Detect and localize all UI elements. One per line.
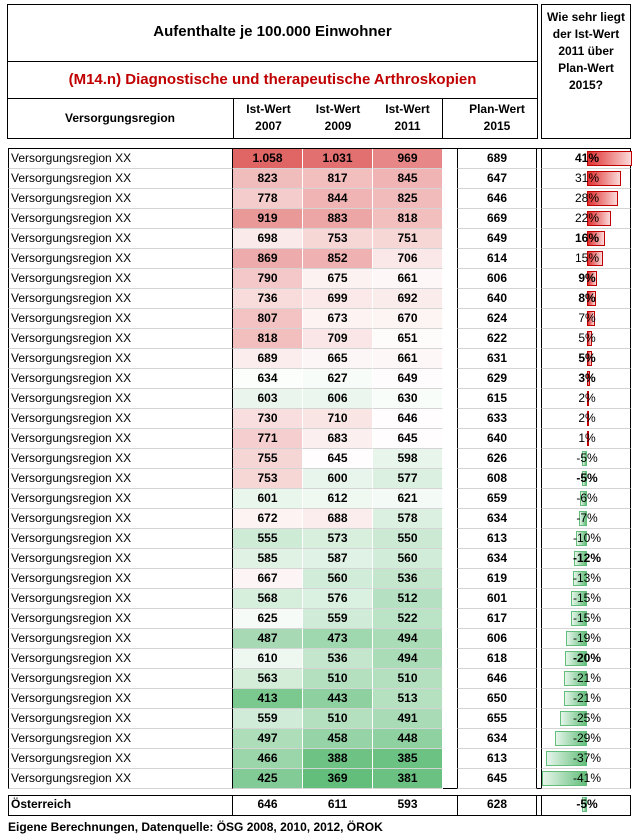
value-cell-v2007: 603 xyxy=(233,389,303,409)
value-cell-v2009: 560 xyxy=(303,569,373,589)
value-cell-v2011: 646 xyxy=(373,409,443,429)
plan-cell: 633 xyxy=(457,409,537,429)
col-header-region: Versorgungsregion xyxy=(64,111,176,125)
plan-cell: 634 xyxy=(457,729,537,749)
value-cell-v2009: 611 xyxy=(303,795,373,815)
value-cell-v2009: 709 xyxy=(303,329,373,349)
table-row xyxy=(0,629,640,649)
table-row xyxy=(0,249,640,269)
side-question: Wie sehr liegt der Ist-Wert 2011 über Plan-Wert 2015? xyxy=(541,4,631,139)
value-cell-v2007: 919 xyxy=(233,209,303,229)
plan-cell: 606 xyxy=(457,269,537,289)
plan-cell: 613 xyxy=(457,749,537,769)
pct-text: -29% xyxy=(572,731,601,745)
table-row xyxy=(0,209,640,229)
plan-cell: 640 xyxy=(457,429,537,449)
plan-cell: 647 xyxy=(457,169,537,189)
value-cell-v2011: 560 xyxy=(373,549,443,569)
pct-text: 2% xyxy=(578,411,596,425)
table-row xyxy=(0,689,640,709)
pct-text: 5% xyxy=(578,331,596,345)
plan-cell: 628 xyxy=(457,795,537,815)
col-header-ist2011-b: 2011 xyxy=(394,119,421,133)
pct-text: -19% xyxy=(572,631,601,645)
pct-text: 7% xyxy=(578,311,596,325)
table-row xyxy=(0,349,640,369)
region-cell: Versorgungsregion XX xyxy=(8,429,233,449)
col-header-plan xyxy=(457,99,537,139)
plan-cell: 659 xyxy=(457,489,537,509)
pct-cell xyxy=(541,329,631,349)
pct-cell xyxy=(541,409,631,429)
table-row xyxy=(0,609,640,629)
table-row xyxy=(0,369,640,389)
region-cell: Versorgungsregion XX xyxy=(8,249,233,269)
value-cell-v2007: 466 xyxy=(233,749,303,769)
region-cell: Versorgungsregion XX xyxy=(8,749,233,769)
region-cell: Versorgungsregion XX xyxy=(8,389,233,409)
value-cell-v2007: 559 xyxy=(233,709,303,729)
pct-text: -7% xyxy=(576,511,598,525)
region-cell: Versorgungsregion XX xyxy=(8,689,233,709)
region-cell: Österreich xyxy=(8,795,233,815)
value-cell-v2011: 522 xyxy=(373,609,443,629)
value-cell-v2009: 388 xyxy=(303,749,373,769)
value-cell-v2009: 683 xyxy=(303,429,373,449)
value-cell-v2011: 751 xyxy=(373,229,443,249)
value-cell-v2011: 818 xyxy=(373,209,443,229)
plan-cell: 655 xyxy=(457,709,537,729)
source-note: Eigene Berechnungen, Datenquelle: ÖSG 2008, 2010, 2012, ÖROK xyxy=(8,820,383,834)
value-cell-v2009: 559 xyxy=(303,609,373,629)
region-cell: Versorgungsregion XX xyxy=(8,489,233,509)
value-cell-v2009: 458 xyxy=(303,729,373,749)
value-cell-v2011: 651 xyxy=(373,329,443,349)
pct-cell xyxy=(541,509,631,529)
value-cell-v2007: 823 xyxy=(233,169,303,189)
table-row xyxy=(0,509,640,529)
pct-text: -15% xyxy=(572,611,601,625)
plan-cell: 622 xyxy=(457,329,537,349)
pct-cell xyxy=(541,469,631,489)
value-cell-v2009: 510 xyxy=(303,709,373,729)
table-row xyxy=(0,795,640,815)
pct-cell xyxy=(541,189,631,209)
pct-cell xyxy=(541,169,631,189)
plan-cell: 613 xyxy=(457,529,537,549)
pct-text: 31% xyxy=(574,171,600,185)
value-cell-v2009: 600 xyxy=(303,469,373,489)
plan-cell: 601 xyxy=(457,589,537,609)
value-cell-v2007: 555 xyxy=(233,529,303,549)
region-cell: Versorgungsregion XX xyxy=(8,289,233,309)
pct-cell xyxy=(541,449,631,469)
region-cell: Versorgungsregion XX xyxy=(8,449,233,469)
value-cell-v2011: 577 xyxy=(373,469,443,489)
value-cell-v2011: 381 xyxy=(373,769,443,789)
table-row xyxy=(0,549,640,569)
value-cell-v2007: 563 xyxy=(233,669,303,689)
plan-cell: 645 xyxy=(457,769,537,789)
pct-cell xyxy=(541,669,631,689)
value-cell-v2007: 585 xyxy=(233,549,303,569)
pct-cell xyxy=(541,795,631,815)
value-cell-v2011: 593 xyxy=(373,795,443,815)
pct-cell xyxy=(541,729,631,749)
table-row xyxy=(0,229,640,249)
plan-cell: 624 xyxy=(457,309,537,329)
plan-cell: 646 xyxy=(457,669,537,689)
value-cell-v2009: 587 xyxy=(303,549,373,569)
value-cell-v2007: 698 xyxy=(233,229,303,249)
value-cell-v2009: 473 xyxy=(303,629,373,649)
plan-cell: 629 xyxy=(457,369,537,389)
table-title: Aufenthalte je 100.000 Einwohner xyxy=(7,4,538,62)
pct-cell xyxy=(541,769,631,789)
table-subtitle: (M14.n) Diagnostische und therapeutische Arthroskopien xyxy=(7,62,538,99)
value-cell-v2011: 598 xyxy=(373,449,443,469)
value-cell-v2009: 688 xyxy=(303,509,373,529)
value-cell-v2009: 645 xyxy=(303,449,373,469)
plan-cell: 618 xyxy=(457,649,537,669)
region-cell: Versorgungsregion XX xyxy=(8,369,233,389)
value-cell-v2011: 385 xyxy=(373,749,443,769)
plan-cell: 646 xyxy=(457,189,537,209)
value-cell-v2009: 710 xyxy=(303,409,373,429)
value-cell-v2011: 494 xyxy=(373,629,443,649)
pct-cell xyxy=(541,589,631,609)
value-cell-v2011: 510 xyxy=(373,669,443,689)
table-row xyxy=(0,429,640,449)
value-cell-v2007: 413 xyxy=(233,689,303,709)
pct-text: 5% xyxy=(578,351,596,365)
region-cell: Versorgungsregion XX xyxy=(8,269,233,289)
pct-cell xyxy=(541,629,631,649)
region-cell: Versorgungsregion XX xyxy=(8,149,233,169)
plan-cell: 649 xyxy=(457,229,537,249)
col-header-ist2007 xyxy=(233,99,303,139)
col-header-ist2007-b: 2007 xyxy=(255,119,282,133)
pct-text: 1% xyxy=(578,431,596,445)
col-header-ist2009 xyxy=(303,99,373,139)
table-row xyxy=(0,769,640,789)
pct-text: -15% xyxy=(572,591,601,605)
pct-text: -21% xyxy=(572,691,601,705)
pct-text: -25% xyxy=(572,711,601,725)
value-cell-v2011: 825 xyxy=(373,189,443,209)
table-row xyxy=(0,669,640,689)
pct-text: -5% xyxy=(576,471,598,485)
value-cell-v2007: 1.058 xyxy=(233,149,303,169)
value-cell-v2009: 627 xyxy=(303,369,373,389)
value-cell-v2011: 645 xyxy=(373,429,443,449)
region-cell: Versorgungsregion XX xyxy=(8,649,233,669)
pct-cell xyxy=(541,229,631,249)
region-cell: Versorgungsregion XX xyxy=(8,229,233,249)
table-row xyxy=(0,409,640,429)
table-row xyxy=(0,489,640,509)
plan-cell: 615 xyxy=(457,389,537,409)
value-cell-v2009: 673 xyxy=(303,309,373,329)
value-cell-v2009: 883 xyxy=(303,209,373,229)
pct-text: 8% xyxy=(578,291,596,305)
value-cell-v2009: 852 xyxy=(303,249,373,269)
value-cell-v2009: 443 xyxy=(303,689,373,709)
region-cell: Versorgungsregion XX xyxy=(8,509,233,529)
pct-cell xyxy=(541,529,631,549)
plan-cell: 606 xyxy=(457,629,537,649)
region-cell: Versorgungsregion XX xyxy=(8,209,233,229)
pct-text: -5% xyxy=(576,451,598,465)
region-cell: Versorgungsregion XX xyxy=(8,189,233,209)
value-cell-v2011: 448 xyxy=(373,729,443,749)
pct-cell xyxy=(541,149,631,169)
table-row xyxy=(0,389,640,409)
table-row xyxy=(0,449,640,469)
pct-cell xyxy=(541,489,631,509)
value-cell-v2009: 573 xyxy=(303,529,373,549)
value-cell-v2007: 425 xyxy=(233,769,303,789)
value-cell-v2007: 753 xyxy=(233,469,303,489)
region-cell: Versorgungsregion XX xyxy=(8,629,233,649)
pct-cell xyxy=(541,349,631,369)
table-row xyxy=(0,729,640,749)
plan-cell: 617 xyxy=(457,609,537,629)
pct-cell xyxy=(541,569,631,589)
region-cell: Versorgungsregion XX xyxy=(8,529,233,549)
plan-cell: 608 xyxy=(457,469,537,489)
pct-text: -10% xyxy=(572,531,601,545)
value-cell-v2011: 692 xyxy=(373,289,443,309)
plan-cell: 631 xyxy=(457,349,537,369)
plan-cell: 634 xyxy=(457,549,537,569)
value-cell-v2009: 844 xyxy=(303,189,373,209)
region-cell: Versorgungsregion XX xyxy=(8,309,233,329)
col-header-ist2009-a: Ist-Wert xyxy=(315,102,361,116)
value-cell-v2011: 969 xyxy=(373,149,443,169)
plan-cell: 669 xyxy=(457,209,537,229)
table-row xyxy=(0,749,640,769)
table-row xyxy=(0,169,640,189)
region-cell: Versorgungsregion XX xyxy=(8,169,233,189)
value-cell-v2007: 736 xyxy=(233,289,303,309)
table-row xyxy=(0,649,640,669)
pct-text: -20% xyxy=(572,651,601,665)
value-cell-v2009: 369 xyxy=(303,769,373,789)
value-cell-v2009: 675 xyxy=(303,269,373,289)
value-cell-v2009: 699 xyxy=(303,289,373,309)
pct-cell xyxy=(541,209,631,229)
col-header-ist2011 xyxy=(373,99,443,139)
col-header-plan-a: Plan-Wert xyxy=(469,102,525,116)
region-cell: Versorgungsregion XX xyxy=(8,569,233,589)
pct-text: 28% xyxy=(574,191,600,205)
col-header-ist2009-b: 2009 xyxy=(324,119,352,133)
plan-cell: 640 xyxy=(457,289,537,309)
value-cell-v2007: 672 xyxy=(233,509,303,529)
value-cell-v2007: 869 xyxy=(233,249,303,269)
value-cell-v2011: 578 xyxy=(373,509,443,529)
value-cell-v2011: 649 xyxy=(373,369,443,389)
value-cell-v2007: 790 xyxy=(233,269,303,289)
pct-cell xyxy=(541,649,631,669)
value-cell-v2009: 665 xyxy=(303,349,373,369)
table-row xyxy=(0,269,640,289)
pct-cell xyxy=(541,749,631,769)
pct-cell xyxy=(541,389,631,409)
region-cell: Versorgungsregion XX xyxy=(8,709,233,729)
value-cell-v2007: 634 xyxy=(233,369,303,389)
value-cell-v2007: 730 xyxy=(233,409,303,429)
total-row xyxy=(0,795,640,817)
value-cell-v2009: 753 xyxy=(303,229,373,249)
region-cell: Versorgungsregion XX xyxy=(8,589,233,609)
table-row xyxy=(0,709,640,729)
pct-cell xyxy=(541,309,631,329)
table-row xyxy=(0,329,640,349)
pct-cell xyxy=(541,609,631,629)
value-cell-v2011: 621 xyxy=(373,489,443,509)
pct-text: -12% xyxy=(572,551,601,565)
value-cell-v2007: 625 xyxy=(233,609,303,629)
pct-text: -21% xyxy=(572,671,601,685)
region-cell: Versorgungsregion XX xyxy=(8,609,233,629)
pct-cell xyxy=(541,549,631,569)
value-cell-v2007: 646 xyxy=(233,795,303,815)
pct-cell xyxy=(541,709,631,729)
value-cell-v2011: 661 xyxy=(373,269,443,289)
region-cell: Versorgungsregion XX xyxy=(8,469,233,489)
pct-cell xyxy=(541,249,631,269)
value-cell-v2011: 513 xyxy=(373,689,443,709)
pct-text: 9% xyxy=(578,271,596,285)
pct-text: -5% xyxy=(576,797,598,811)
plan-cell: 626 xyxy=(457,449,537,469)
table-row xyxy=(0,189,640,209)
value-cell-v2007: 601 xyxy=(233,489,303,509)
value-cell-v2009: 606 xyxy=(303,389,373,409)
value-cell-v2011: 550 xyxy=(373,529,443,549)
col-header-plan-b: 2015 xyxy=(483,119,511,133)
pct-text: 16% xyxy=(574,231,600,245)
pct-cell xyxy=(541,269,631,289)
pct-cell xyxy=(541,369,631,389)
pct-text: -37% xyxy=(572,751,601,765)
region-cell: Versorgungsregion XX xyxy=(8,549,233,569)
table-row xyxy=(0,469,640,489)
plan-cell: 689 xyxy=(457,149,537,169)
value-cell-v2009: 536 xyxy=(303,649,373,669)
pct-text: 41% xyxy=(574,151,600,165)
region-cell: Versorgungsregion XX xyxy=(8,349,233,369)
table-row xyxy=(0,529,640,549)
value-cell-v2007: 667 xyxy=(233,569,303,589)
table-body xyxy=(0,148,640,792)
pct-text: 2% xyxy=(578,391,596,405)
region-cell: Versorgungsregion XX xyxy=(8,409,233,429)
table-row xyxy=(0,289,640,309)
value-cell-v2011: 536 xyxy=(373,569,443,589)
table-row xyxy=(0,569,640,589)
region-cell: Versorgungsregion XX xyxy=(8,669,233,689)
value-cell-v2011: 845 xyxy=(373,169,443,189)
col-header-ist2011-a: Ist-Wert xyxy=(385,102,430,116)
value-cell-v2007: 487 xyxy=(233,629,303,649)
plan-cell: 614 xyxy=(457,249,537,269)
pct-text: 3% xyxy=(578,371,596,385)
table-row xyxy=(0,309,640,329)
value-cell-v2011: 491 xyxy=(373,709,443,729)
value-cell-v2007: 568 xyxy=(233,589,303,609)
region-cell: Versorgungsregion XX xyxy=(8,769,233,789)
value-cell-v2007: 610 xyxy=(233,649,303,669)
value-cell-v2007: 689 xyxy=(233,349,303,369)
plan-cell: 634 xyxy=(457,509,537,529)
value-cell-v2009: 612 xyxy=(303,489,373,509)
value-cell-v2009: 1.031 xyxy=(303,149,373,169)
region-cell: Versorgungsregion XX xyxy=(8,729,233,749)
plan-cell: 619 xyxy=(457,569,537,589)
pct-text: -6% xyxy=(576,491,598,505)
value-cell-v2011: 512 xyxy=(373,589,443,609)
value-cell-v2007: 771 xyxy=(233,429,303,449)
pct-cell xyxy=(541,429,631,449)
value-cell-v2007: 818 xyxy=(233,329,303,349)
value-cell-v2009: 576 xyxy=(303,589,373,609)
plan-cell: 650 xyxy=(457,689,537,709)
region-cell: Versorgungsregion XX xyxy=(8,329,233,349)
pct-cell xyxy=(541,289,631,309)
value-cell-v2011: 670 xyxy=(373,309,443,329)
pct-text: 15% xyxy=(574,251,600,265)
value-cell-v2011: 494 xyxy=(373,649,443,669)
table-row xyxy=(0,589,640,609)
pct-text: -13% xyxy=(572,571,601,585)
value-cell-v2011: 630 xyxy=(373,389,443,409)
value-cell-v2011: 661 xyxy=(373,349,443,369)
value-cell-v2007: 755 xyxy=(233,449,303,469)
value-cell-v2009: 510 xyxy=(303,669,373,689)
value-cell-v2009: 817 xyxy=(303,169,373,189)
value-cell-v2007: 497 xyxy=(233,729,303,749)
col-header-ist2007-a: Ist-Wert xyxy=(246,102,291,116)
pct-cell xyxy=(541,689,631,709)
pct-text: 22% xyxy=(574,211,600,225)
value-cell-v2007: 807 xyxy=(233,309,303,329)
value-cell-v2007: 778 xyxy=(233,189,303,209)
table-row xyxy=(0,149,640,169)
pct-text: -41% xyxy=(572,771,601,785)
value-cell-v2011: 706 xyxy=(373,249,443,269)
